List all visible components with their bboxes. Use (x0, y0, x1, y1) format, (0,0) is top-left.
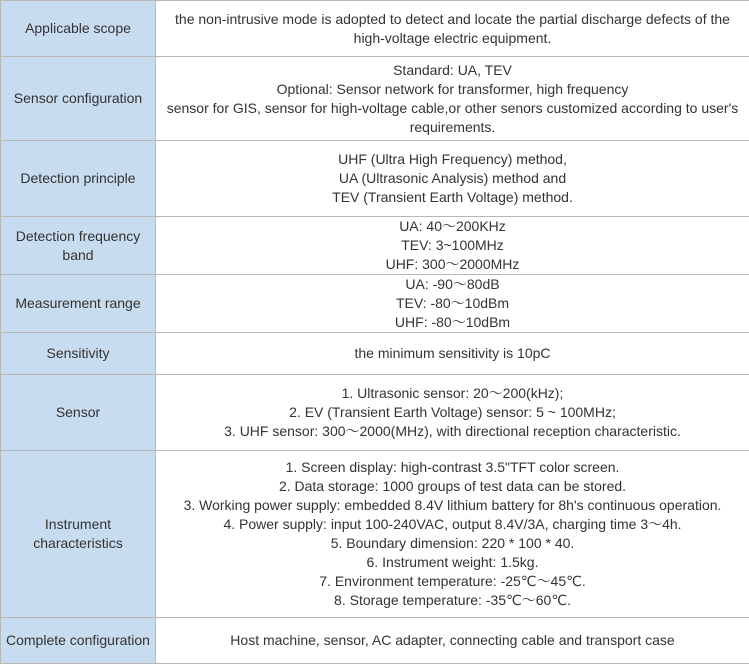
row-value (156, 375, 749, 451)
row-value (156, 451, 749, 618)
row-applicable-scope (1, 1, 749, 57)
row-label: Detection principle (1, 141, 156, 217)
value-line: 2. Data storage: 1000 groups of test data can be stored. (278, 478, 627, 494)
row-value (156, 275, 749, 333)
value-line: 1. Screen display: high-contrast 3.5"TFT color screen. (285, 459, 620, 475)
row-value (156, 217, 749, 275)
row-sensor-configuration (1, 57, 749, 141)
value-line: TEV (Transient Earth Voltage) method. (332, 189, 573, 205)
row-value (156, 57, 749, 141)
value-line: 1. Ultrasonic sensor: 20～200(kHz); (341, 385, 564, 401)
value-line: UHF: -80～10dBm (394, 314, 511, 330)
row-instrument-characteristics (1, 451, 749, 618)
row-label: Detection frequency band (1, 217, 156, 275)
row-label: Sensor (1, 375, 156, 451)
value-line: 5. Boundary dimension: 220 * 100 * 40. (330, 535, 575, 551)
value-line: 7. Environment temperature: -25℃～45℃. (319, 573, 586, 589)
row-value (156, 141, 749, 217)
value-line: TEV: 3~100MHz (401, 237, 504, 253)
value-line: UA: -90～80dB (405, 276, 500, 292)
row-detection-principle (1, 141, 749, 217)
row-label: Complete configuration (1, 618, 156, 664)
value-line: 3. UHF sensor: 300～2000(MHz), with directional reception characteristic. (224, 423, 681, 439)
value-line: 4. Power supply: input 100-240VAC, output 8.4V/3A, charging time 3～4h. (223, 516, 682, 532)
value-line: sensor for GIS, sensor for high-voltage cable,or other senors customized according to user's requirements. (166, 99, 739, 135)
value-line: UA (Ultrasonic Analysis) method and (338, 170, 567, 186)
value-line: Standard: UA, TEV (393, 61, 512, 78)
value-line: 2. EV (Transient Earth Voltage) sensor: 5 ~ 100MHz; (289, 404, 616, 420)
value-line: UA: 40～200KHz (399, 218, 506, 234)
row-label: Instrument characteristics (1, 451, 156, 618)
row-value (156, 618, 749, 664)
row-sensor (1, 375, 749, 451)
value-line: UHF (Ultra High Frequency) method, (338, 151, 567, 167)
value-line: 6. Instrument weight: 1.5kg. (366, 554, 539, 570)
row-complete-configuration (1, 618, 749, 664)
row-label: Measurement range (1, 275, 156, 333)
value-line: Optional: Sensor network for transformer, high frequency (276, 80, 629, 97)
row-value (156, 1, 749, 57)
value-line: TEV: -80～10dBm (395, 295, 510, 311)
row-label: Sensitivity (1, 333, 156, 375)
value-line: the non-intrusive mode is adopted to detect and locate the partial discharge defects of the high-voltage electric equipment. (175, 10, 730, 46)
value-line: the minimum sensitivity is 10pC (354, 345, 551, 361)
row-measurement-range (1, 275, 749, 333)
row-sensitivity (1, 333, 749, 375)
value-line: 8. Storage temperature: -35℃～60℃. (334, 592, 571, 608)
value-line: 3. Working power supply: embedded 8.4V lithium battery for 8h's continuous operation. (183, 497, 722, 513)
value-line: UHF: 300～2000MHz (385, 256, 520, 272)
value-line: Host machine, sensor, AC adapter, connecting cable and transport case (230, 632, 675, 648)
row-value (156, 333, 749, 375)
row-label: Sensor configuration (1, 57, 156, 141)
row-label: Applicable scope (1, 1, 156, 57)
row-detection-frequency-band (1, 217, 749, 275)
